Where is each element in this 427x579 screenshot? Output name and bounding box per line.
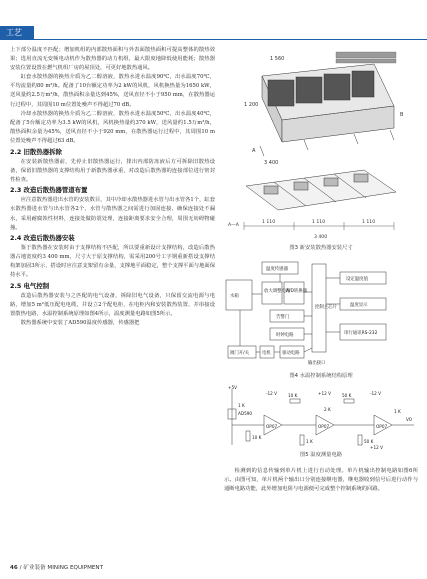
neg12-b: -12 V bbox=[370, 391, 382, 396]
op-c-label: OP07 bbox=[376, 424, 388, 429]
r3-label: 10 K bbox=[288, 393, 298, 398]
left-column bbox=[10, 46, 215, 328]
dim-c: 1 110 bbox=[362, 220, 376, 225]
paragraph: 缸套水散热器的换热介质为乙二醇溶液，散热水进水温度90℃，出水温度70℃，平均流量约80 m³/h。配备了10台额定功率为2 kW的风机，风机换热量为1650 kW，送风量约2.5万m³/h，散热面积余量达到45%，送风直径不小于950 mm，在散热器运行过程中，其周围10 m位置处噪声不得超过70 dB。 bbox=[10, 74, 215, 108]
dim-a: 1 110 bbox=[262, 220, 276, 225]
figure-3 bbox=[224, 46, 418, 256]
figure-3-caption: 图3 新安装散热器安装尺寸 bbox=[289, 245, 353, 251]
dim-b: 1 110 bbox=[312, 220, 326, 225]
driver-label: 驱动电路 bbox=[282, 351, 300, 356]
amp-label: 放大调整电路 bbox=[264, 289, 291, 294]
op-a-label: OP07 bbox=[266, 424, 278, 429]
r1-label: 1 K bbox=[238, 403, 245, 408]
mcu-label: 控制主芯片 bbox=[315, 305, 337, 310]
clock-label: 时钟电路 bbox=[276, 333, 294, 338]
figure-4-caption: 图4 水温控制系统结构原理 bbox=[289, 373, 353, 379]
section-tab: 工艺 bbox=[0, 26, 34, 40]
radiator-drawing bbox=[224, 46, 418, 246]
support-frame bbox=[246, 170, 396, 210]
paragraph: 应注意散热器进出水管的安装数目，其中冷却水散热器进水管与出水管各1个，缸套水散热器进水管与出水管各2个，水管与散热器之间需进行加固连接，确保连接处不漏水，采用耐腐蚀性材料，连接处做防震处理，连接距离要求安全合理，周围无妨碍物碰撞。 bbox=[10, 197, 215, 231]
section-label: A—A bbox=[228, 223, 239, 228]
comm-label: 串行通讯RS-232 bbox=[344, 331, 378, 336]
section-heading: 2.5 电气控制 bbox=[10, 282, 50, 291]
paragraph: 散热器系统中安装了AD590温度传感器，传感器把 bbox=[20, 320, 140, 327]
r2-label: 10 K bbox=[252, 435, 262, 440]
tank-label: 水箱 bbox=[230, 294, 239, 299]
section-heading: 2.4 改造后散热器安装 bbox=[10, 234, 75, 243]
set-temp-label: 设定温度值 bbox=[346, 277, 368, 282]
neg12-a: -12 V bbox=[266, 391, 278, 396]
valve-label: 阀门开/关 bbox=[230, 351, 250, 356]
r7-label: 2 K bbox=[324, 407, 331, 412]
radiator-perspective bbox=[260, 64, 394, 156]
paragraph: 鉴于散热器在安装时由于支撑结构不匹配，所以要重新设计支撑结构，改造后散热器占地宽度约3 400 mm，尺寸大于原支撑结构，需采用200号工字钢重新搭设支撑结构架加固3所示，搭设时应注意支架留有余量，支撑地平面稳定，整个支撑平面与地面保持水平。 bbox=[10, 245, 215, 279]
paragraph: 上下部分温度不匹配；增加机组的内部散热面积与外表面散热面积可提高整体的散热效果；选用直流无变频电动机作为散热器的动力机组，最大限度地降低使用能耗；散热器安装位置设置在燃气机组厂房的屋顶处，可更好地散热通风。 bbox=[10, 47, 215, 72]
page-footer bbox=[10, 563, 103, 571]
control-block-diagram bbox=[224, 258, 418, 372]
figure-4 bbox=[224, 258, 418, 383]
r8-label: 1 K bbox=[394, 409, 401, 414]
mark-a: A bbox=[252, 148, 256, 154]
vo-label: VO bbox=[406, 417, 413, 422]
mark-b: B bbox=[400, 112, 404, 118]
io-label: 输出接口 bbox=[308, 361, 326, 366]
figure-5-caption: 图5 温度测量电路 bbox=[299, 452, 343, 458]
ad590-label: AD590 bbox=[238, 411, 253, 416]
op-b-label: OP07 bbox=[318, 424, 330, 429]
footer-separator: / bbox=[19, 565, 24, 571]
section-heading: 2.3 改造后散热器管道布置 bbox=[10, 186, 88, 195]
figure-5 bbox=[224, 385, 418, 463]
alarm-label: 告警门 bbox=[276, 315, 290, 320]
tab-rule bbox=[34, 39, 427, 40]
pos12-b: +12 V bbox=[370, 445, 384, 450]
paragraph: 冷却水散热器的换热介质为乙二醇溶液，散热水进水温度50℃，出水温度40℃，配备了5台额定功率为3.5 kW的风机，风机换热量约370 kW，送风量约1.5万m³/h，散热面积余量为45%，送风直径不小于920 mm，在散热器运行过程中，其周围10 m位置处噪声不得超过63 dB。 bbox=[10, 110, 215, 144]
temperature-circuit bbox=[224, 385, 418, 453]
dim-total-label: 3 400 bbox=[264, 160, 279, 166]
r4-label: 50 K bbox=[342, 393, 352, 398]
adc-label: A/D转换器 bbox=[286, 289, 308, 294]
journal-name: 矿业装备 MINING EQUIPMENT bbox=[23, 565, 104, 571]
dim-total: 3 400 bbox=[314, 235, 328, 240]
r5-label: 1 K bbox=[306, 439, 313, 444]
dim-height: 1 200 bbox=[244, 102, 259, 108]
right-column bbox=[224, 46, 418, 494]
pos12-a: +12 V bbox=[318, 391, 332, 396]
page-number: 46 bbox=[10, 565, 18, 571]
fin-stack bbox=[336, 52, 396, 63]
r6-label: 50 K bbox=[364, 439, 374, 444]
paragraph: 改造后散热器安装与之匹配的电气设备，拆除旧电气设备，只保留交流电源与电路，增加5 m²低压配电电缆，并设立2个配电柜，在电柜内和安装散热装置，并串接设置散热电路，水温控制系统原理如图4所示，温度测量电路如图5所示。 bbox=[10, 293, 215, 318]
display-label: 温度显示 bbox=[350, 303, 368, 308]
paragraph: 在安装新散热器前，先停止旧散热器运行，排出内部防冻液后方可拆除旧散热设备，保留旧散热器的支撑结构用于新散热器承重，对改造后散热器的连接部位进行密封性检查。 bbox=[10, 158, 215, 183]
paragraph: 检测到的信息传输到单片机上进行自动处理。单片机输出控制电路如图6所示。由图可知，单片机两个输出口分别连接继电器，继电器收到信号后进行动作与通断电路功能，此外增加电阻与电源便可完成整个控制系统的回路。 bbox=[224, 468, 418, 493]
top-bar bbox=[0, 0, 427, 22]
motor-label: 电机 bbox=[262, 351, 271, 356]
vcc-label: +5V bbox=[228, 385, 238, 390]
section-heading: 2.2 旧散热器拆除 bbox=[10, 147, 62, 156]
dim-side: 1 560 bbox=[270, 56, 285, 62]
sensor-label: 温度传感器 bbox=[266, 267, 288, 272]
